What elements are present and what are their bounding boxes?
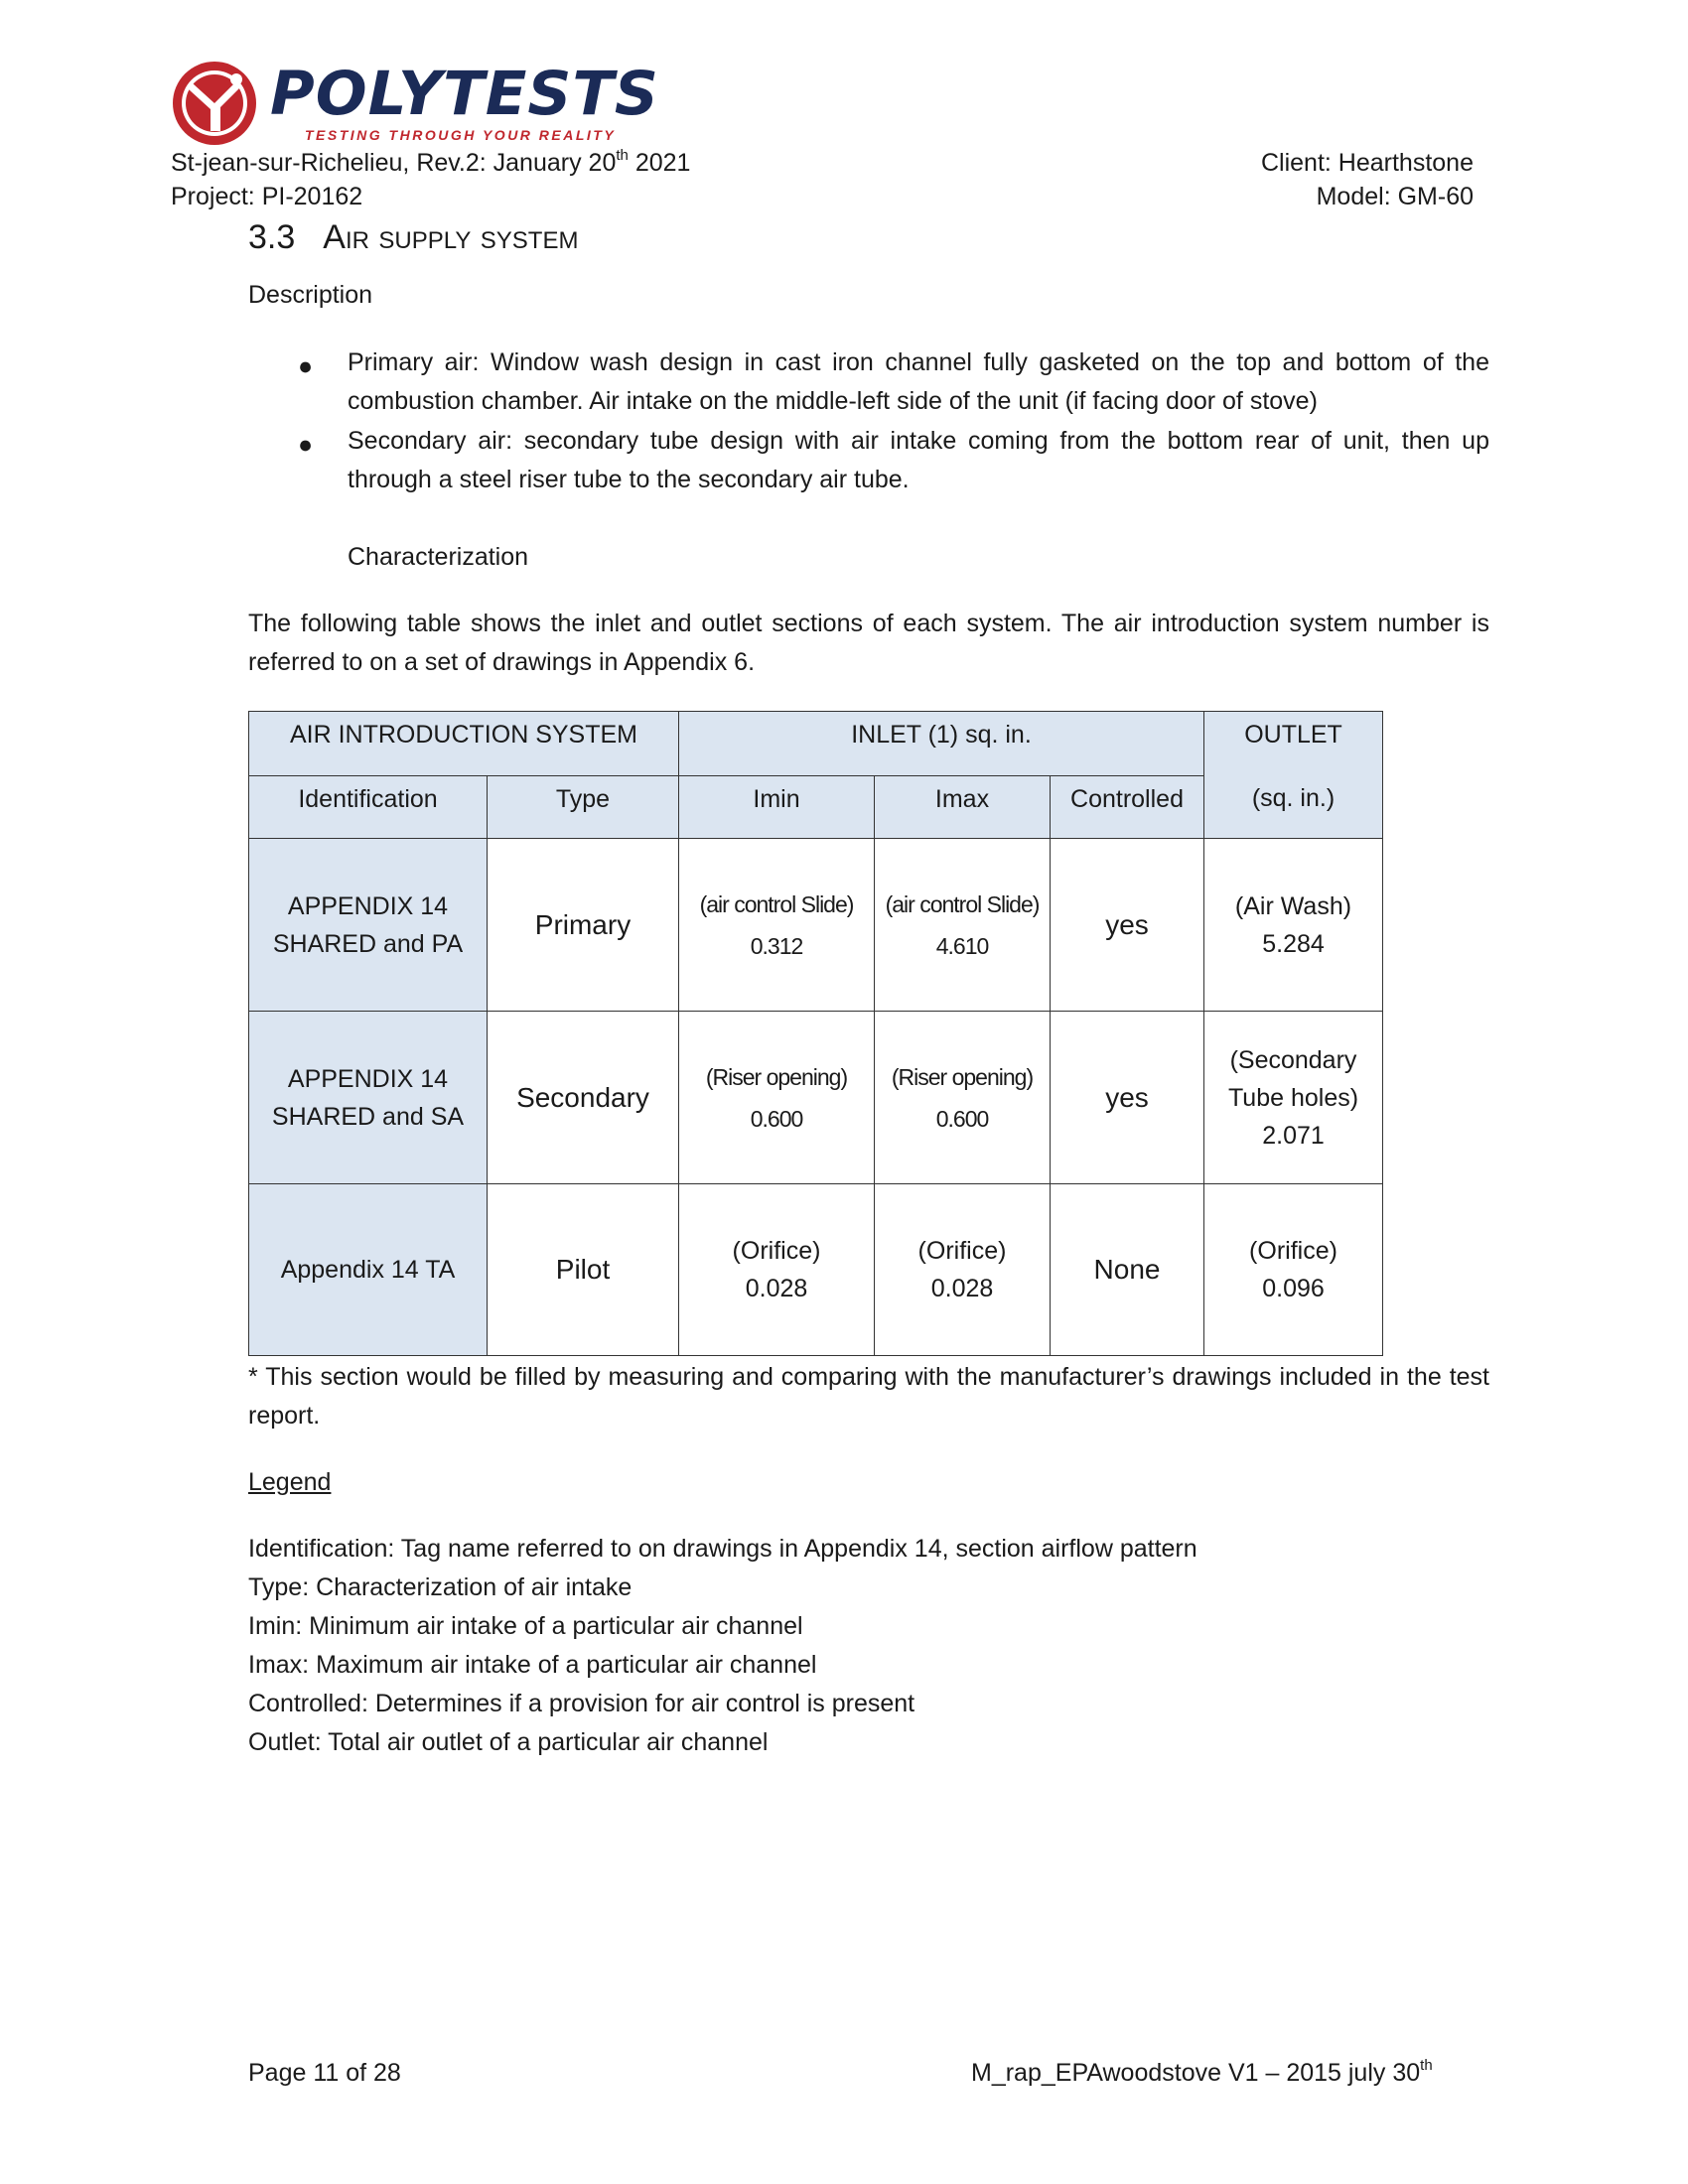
cell-identification: Appendix 14 TA bbox=[249, 1184, 488, 1356]
air-supply-table bbox=[248, 711, 1383, 1356]
cell-imax bbox=[875, 1012, 1051, 1184]
header-model: Model: GM-60 bbox=[1316, 183, 1474, 210]
table-row bbox=[249, 839, 1383, 1012]
company-logo bbox=[171, 58, 659, 149]
table-footnote: * This section would be filled by measuring and comparing with the manufacturer’s drawings included in the test report. bbox=[248, 1363, 1489, 1430]
section-heading bbox=[248, 215, 578, 259]
bullet-dot: ● bbox=[298, 352, 314, 380]
col-type: Type bbox=[488, 776, 679, 839]
legend-item: Outlet: Total air outlet of a particular air channel bbox=[248, 1728, 769, 1756]
cell-value: 4.610 bbox=[935, 932, 989, 959]
cell-type: Primary bbox=[488, 839, 679, 1012]
table-row bbox=[249, 1184, 1383, 1356]
legend-item: Identification: Tag name referred to on drawings in Appendix 14, section airflow pattern bbox=[248, 1535, 1197, 1563]
bullet-dot: ● bbox=[298, 431, 314, 459]
legend-item: Imax: Maximum air intake of a particular air channel bbox=[248, 1651, 817, 1679]
header-outlet-label: OUTLET bbox=[1244, 721, 1342, 749]
cell-imin bbox=[679, 1012, 875, 1184]
section-title-rest: ir supply system bbox=[345, 218, 579, 256]
col-imax: Imax bbox=[875, 776, 1051, 839]
cell-controlled: yes bbox=[1051, 839, 1204, 1012]
header-client: Client: Hearthstone bbox=[1260, 149, 1474, 177]
description-label: Description bbox=[248, 281, 373, 309]
cell-note: Tube holes) bbox=[1227, 1083, 1359, 1112]
header-inlet: INLET (1) sq. in. bbox=[679, 712, 1204, 776]
cell-note: (air control Slide) bbox=[885, 890, 1040, 917]
cell-outlet bbox=[1204, 839, 1383, 1012]
cell-identification bbox=[249, 1012, 488, 1184]
legend-title: Legend bbox=[248, 1468, 332, 1496]
col-imin: Imin bbox=[679, 776, 875, 839]
cell-note: (Riser opening) bbox=[891, 1063, 1034, 1090]
cell-outlet bbox=[1204, 1184, 1383, 1356]
cell-note: (Orifice) bbox=[732, 1237, 821, 1265]
cell-value: 5.284 bbox=[1262, 929, 1325, 958]
cell-imin bbox=[679, 1184, 875, 1356]
cell-identification-line: APPENDIX 14 bbox=[287, 891, 449, 920]
cell-identification-line: SHARED and PA bbox=[272, 929, 464, 958]
cell-note: (Riser opening) bbox=[705, 1063, 848, 1090]
bullet-text: Primary air: Window wash design in cast iron channel fully gasketed on the top and bottom of the combustion chamber. Air intake on the middle-left side of the unit (if facing door of stove) bbox=[348, 348, 1489, 415]
cell-value: 2.071 bbox=[1262, 1121, 1325, 1150]
cell-imin bbox=[679, 839, 875, 1012]
cell-imax bbox=[875, 839, 1051, 1012]
cell-note: (Air Wash) bbox=[1234, 891, 1352, 920]
cell-identification-line: SHARED and SA bbox=[271, 1102, 465, 1131]
cell-note: (Orifice) bbox=[917, 1237, 1007, 1265]
header-outlet bbox=[1204, 712, 1383, 839]
cell-identification bbox=[249, 839, 488, 1012]
characterization-label: Characterization bbox=[348, 543, 529, 571]
cell-outlet bbox=[1204, 1012, 1383, 1184]
logo-tagline: TESTING THROUGH YOUR REALITY bbox=[305, 127, 617, 143]
footer-page-number: Page 11 of 28 bbox=[248, 2059, 401, 2087]
col-identification: Identification bbox=[249, 776, 488, 839]
cell-identification-line: APPENDIX 14 bbox=[287, 1064, 449, 1093]
legend-item: Type: Characterization of air intake bbox=[248, 1573, 633, 1601]
table-row bbox=[249, 1012, 1383, 1184]
cell-value: 0.096 bbox=[1262, 1275, 1325, 1302]
polytests-emblem-icon bbox=[171, 60, 258, 147]
cell-value: 0.028 bbox=[930, 1275, 994, 1302]
col-controlled: Controlled bbox=[1051, 776, 1204, 839]
cell-type: Pilot bbox=[488, 1184, 679, 1356]
cell-value: 0.600 bbox=[750, 1105, 803, 1132]
cell-note: (air control Slide) bbox=[699, 890, 854, 917]
cell-imax bbox=[875, 1184, 1051, 1356]
table-intro-paragraph: The following table shows the inlet and outlet sections of each system. The air introduction system number is referred to on a set of drawings in Appendix 6. bbox=[248, 610, 1489, 676]
legend-item: Imin: Minimum air intake of a particular air channel bbox=[248, 1612, 803, 1640]
header-outlet-unit: (sq. in.) bbox=[1251, 784, 1336, 812]
cell-note: (Secondary bbox=[1229, 1045, 1357, 1074]
legend-list bbox=[248, 1530, 1489, 1762]
cell-type: Secondary bbox=[488, 1012, 679, 1184]
legend-item: Controlled: Determines if a provision for air control is present bbox=[248, 1690, 915, 1717]
cell-value: 0.600 bbox=[935, 1105, 989, 1132]
bullet-text: Secondary air: secondary tube design with air intake coming from the bottom rear of unit, then up through a steel riser tube to the secondary air tube. bbox=[348, 427, 1489, 493]
cell-controlled: yes bbox=[1051, 1012, 1204, 1184]
section-number: 3.3 bbox=[248, 218, 296, 256]
logo-wordmark: POLYTESTS bbox=[270, 59, 659, 129]
cell-value: 0.312 bbox=[750, 932, 803, 959]
cell-controlled: None bbox=[1051, 1184, 1204, 1356]
header-air-introduction-system: AIR INTRODUCTION SYSTEM bbox=[249, 712, 679, 776]
section-title-initial: A bbox=[323, 218, 346, 256]
header-location-date: St-jean-sur-Richelieu, Rev.2: January 20th 2021 bbox=[171, 146, 691, 177]
cell-value: 0.028 bbox=[745, 1275, 808, 1302]
header-project: Project: PI-20162 bbox=[171, 183, 363, 210]
cell-note: (Orifice) bbox=[1249, 1237, 1337, 1265]
footer-document-reference: M_rap_EPAwoodstove V1 – 2015 july 30th bbox=[971, 2056, 1433, 2087]
